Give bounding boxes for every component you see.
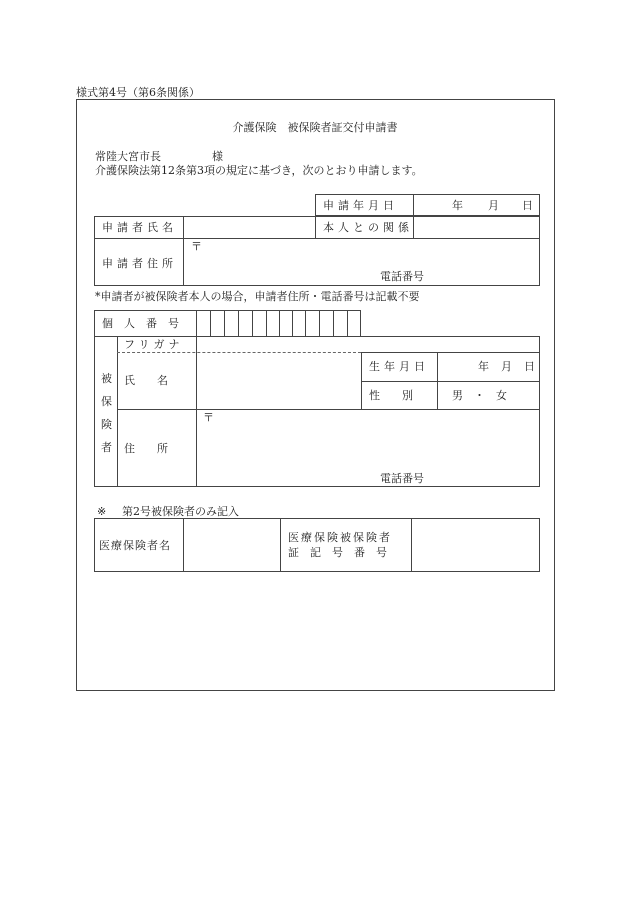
personal-number-digit[interactable] (348, 311, 361, 336)
birth-day-label: 日 (524, 360, 535, 373)
insured-char: 険 (101, 418, 112, 431)
name-label: 氏 名 (124, 374, 168, 387)
relationship-label: 本人との関係 (323, 221, 413, 234)
personal-number-digit[interactable] (320, 311, 333, 336)
app-year-label: 年 (452, 199, 463, 212)
relationship-field[interactable] (414, 217, 539, 237)
personal-number-digit[interactable] (225, 311, 238, 336)
applicant-address-label: 申請者住所 (102, 257, 177, 270)
furigana-field[interactable] (197, 337, 360, 351)
app-month-label: 月 (488, 199, 499, 212)
form-number: 様式第4号（第6条関係） (76, 86, 200, 99)
secondary-note: 第2号被保険者のみ記入 (122, 505, 239, 518)
birth-month-label: 月 (501, 360, 512, 373)
insured-char: 者 (101, 441, 112, 454)
insured-name-field[interactable] (197, 353, 360, 408)
personal-number-digit[interactable] (239, 311, 252, 336)
form-title: 介護保険 被保険者証交付申請書 (232, 121, 398, 134)
applicant-name-field[interactable] (184, 217, 314, 237)
applicant-postal-mark: 〒 (191, 240, 202, 253)
application-date-field[interactable] (414, 194, 539, 216)
applicant-phone-label: 電話番号 (380, 270, 424, 283)
personal-number-digit[interactable] (253, 311, 266, 336)
honorific: 様 (212, 150, 223, 163)
birth-year-label: 年 (478, 360, 489, 373)
insured-address-field[interactable] (197, 410, 539, 486)
personal-number-digit[interactable] (306, 311, 319, 336)
intro-text: 介護保険法第12条第3項の規定に基づき，次のとおり申請します。 (95, 164, 423, 177)
insured-char: 保 (101, 395, 112, 408)
insured-char: 被 (101, 372, 112, 385)
applicant-note: *申請者が被保険者本人の場合，申請者住所・電話番号は記載不要 (95, 290, 420, 303)
medical-card-label-line1: 医療保険被保険者 (288, 531, 392, 544)
sex-options[interactable]: 男 ・ 女 (452, 389, 507, 402)
personal-number-digit[interactable] (334, 311, 347, 336)
birth-date-field[interactable] (438, 353, 539, 381)
insured-postal-mark: 〒 (203, 411, 214, 424)
birth-date-label: 生年月日 (369, 360, 429, 373)
medical-card-number-field[interactable] (412, 519, 539, 571)
address-label: 住 所 (124, 442, 168, 455)
applicant-address-field[interactable] (184, 239, 539, 285)
applicant-name-label: 申請者氏名 (102, 221, 177, 234)
app-day-label: 日 (522, 199, 533, 212)
medical-card-label-line2: 証 記 号 番 号 (288, 546, 387, 559)
personal-number-digit[interactable] (211, 311, 224, 336)
addressee: 常陸大宮市長 (95, 150, 161, 163)
application-date-label: 申請年月日 (323, 199, 398, 212)
personal-number-digit[interactable] (197, 311, 210, 336)
medical-insurer-label: 医療保険者名 (99, 539, 171, 552)
insured-phone-label: 電話番号 (380, 472, 424, 485)
personal-number-label: 個 人 番 号 (102, 317, 179, 330)
secondary-note-mark: ※ (97, 505, 107, 518)
medical-insurer-field[interactable] (184, 519, 279, 571)
furigana-label: フリガナ (124, 338, 184, 351)
sex-label: 性 別 (369, 389, 413, 402)
